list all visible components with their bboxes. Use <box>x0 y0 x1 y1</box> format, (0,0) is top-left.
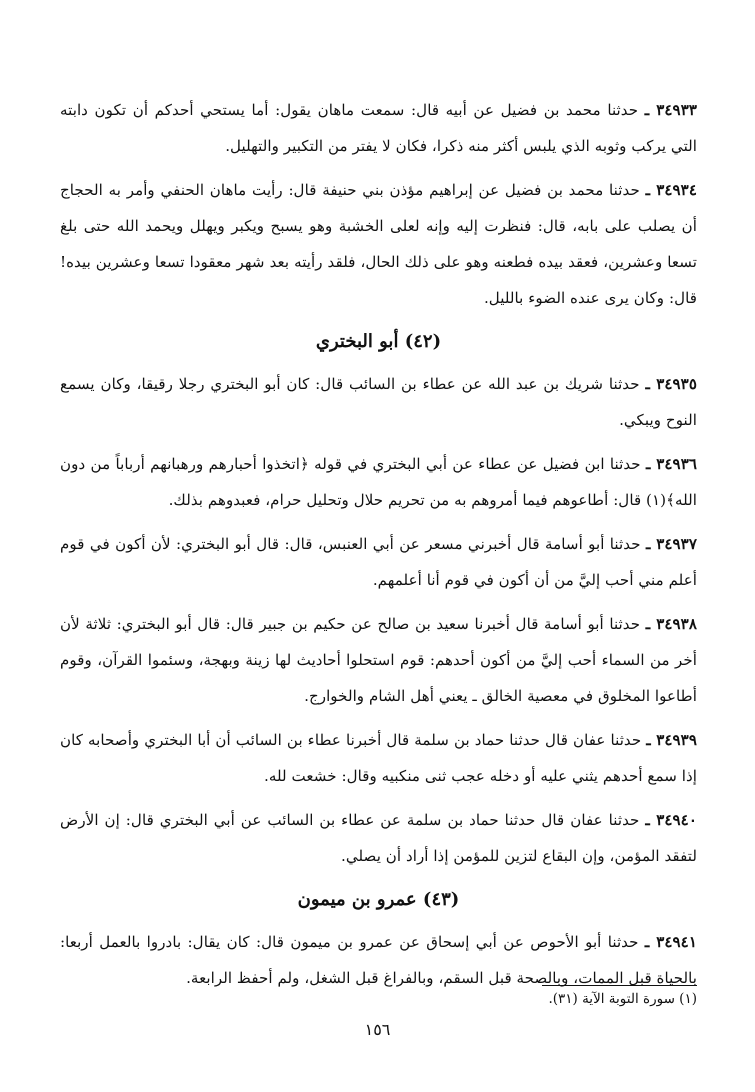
section-heading-43: (٤٣) عمرو بن ميمون <box>297 889 460 910</box>
hadith-34939 <box>60 722 697 794</box>
page-number: ١٥٦ <box>364 1020 391 1039</box>
hadith-text: حدثنا أبو أسامة قال أخبرني مسعر عن أبي العنبس، قال: قال أبو البختري: لأن أكون في قوم أعلم مني أحب إليَّ من أن أكون في قوم أنا أعلمهم. <box>60 535 697 589</box>
hadith-text: حدثنا عفان قال حدثنا حماد بن سلمة عن عطاء بن السائب عن أبي البختري قال: إن الأرض لتفقد المؤمن، وإن البقاع لتزين للمؤمن إذا أراد أن يصلي. <box>60 811 697 865</box>
hadith-number: ٣٤٩٣٧ ـ <box>645 535 697 553</box>
footnote-divider <box>542 985 697 986</box>
hadith-number: ٣٤٩٣٦ ـ <box>646 455 698 473</box>
hadith-text: حدثنا محمد بن فضيل عن أبيه قال: سمعت ماهان يقول: أما يستحي أحدكم أن تكون دابته التي يركب وثوبه الذي يلبس أكثر منه ذكرا، فكان لا يفتر من التكبير والتهليل. <box>60 101 697 155</box>
hadith-34940 <box>60 802 697 874</box>
footnote: (١) سورة التوبة الآية (٣١). <box>548 991 697 1007</box>
hadith-text: حدثنا ابن فضيل عن عطاء عن أبي البختري في قوله ﴿اتخذوا أحبارهم ورهبانهم أرباباً من دون الله﴾(١) قال: أطاعوهم فيما أمروهم به من تحريم حلال وتحليل حرام، فعبدوهم بذلك. <box>60 455 697 509</box>
hadith-number: ٣٤٩٣٩ ـ <box>646 731 697 749</box>
hadith-34938 <box>60 606 697 714</box>
hadith-34934 <box>60 172 697 316</box>
hadith-number: ٣٤٩٤١ ـ <box>644 933 697 951</box>
hadith-number: ٣٤٩٣٣ ـ <box>644 101 698 119</box>
hadith-34937 <box>60 526 697 598</box>
hadith-34936 <box>60 446 697 518</box>
hadith-34935 <box>60 366 697 438</box>
hadith-number: ٣٤٩٣٨ ـ <box>645 615 697 633</box>
hadith-34933 <box>60 92 697 164</box>
hadith-text: حدثنا عفان قال حدثنا حماد بن سلمة قال أخبرنا عطاء بن السائب أن أبا البختري وأصحابه كان إذا سمع أحدهم يثني عليه أو دخله عجب ثنى منكبيه وقال: خشعت لله. <box>60 731 697 785</box>
section-heading-42: (٤٢) أبو البختري <box>315 331 442 352</box>
hadith-number: ٣٤٩٤٠ ـ <box>645 811 697 829</box>
hadith-number: ٣٤٩٣٤ ـ <box>645 181 697 199</box>
hadith-text: حدثنا أبو أسامة قال أخبرنا سعيد بن صالح عن حكيم بن جبير قال: قال أبو البختري: ثلاثة لأن أخر من السماء أحب إليَّ من أكون أحدهم: قوم استحلوا أحاديث لها زينة وبهجة، وسئموا القرآن، وقوم أطاعوا المخلوق في معصية الخالق ـ يعني أهل الشام والخوارج. <box>60 615 697 705</box>
hadith-number: ٣٤٩٣٥ ـ <box>645 375 697 393</box>
hadith-text: حدثنا أبو الأحوص عن أبي إسحاق عن عمرو بن ميمون قال: كان يقال: بادروا بالعمل أربعا: بالحياة قبل الممات، وبالصحة قبل السقم، وبالفراغ قبل الشغل، ولم أحفظ الرابعة. <box>60 933 697 987</box>
hadith-text: حدثنا شريك بن عبد الله عن عطاء بن السائب قال: كان أبو البختري رجلا رقيقا، وكان يسمع النوح ويبكي. <box>60 375 697 429</box>
hadith-text: حدثنا محمد بن فضيل عن إبراهيم مؤذن بني حنيفة قال: رأيت ماهان الحنفي وأمر به الحجاج أن يصلب على بابه، قال: فنظرت إليه وإنه لعلى الخشبة وهو يسبح ويكبر ويهلل ويحمد الله حتى بلغ تسعا وعشرين، فعقد بيده فطعنه وهو على ذلك الحال، فلقد رأيته بعد شهر معقودا تسعا وعشرين بيده! قال: وكان يرى عنده الضوء بالليل. <box>60 181 697 307</box>
